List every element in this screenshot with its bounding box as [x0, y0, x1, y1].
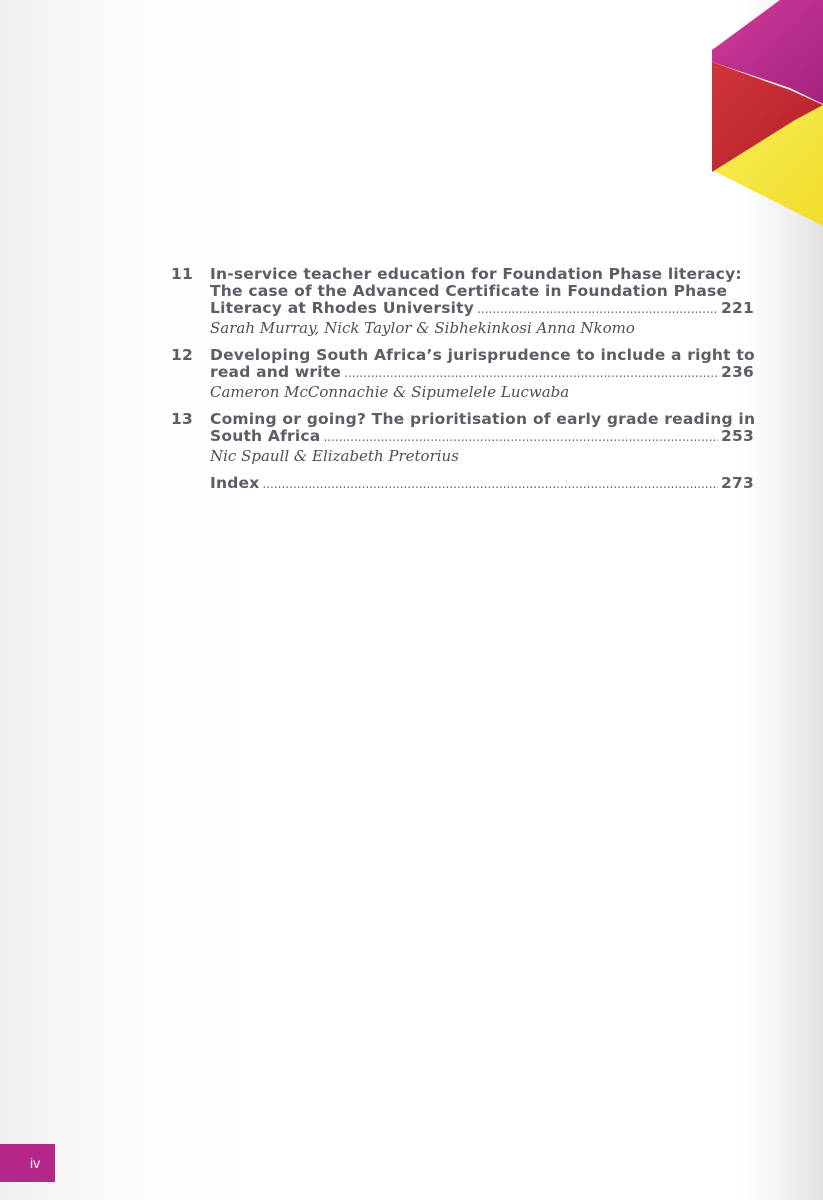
- folio-page-tab: [0, 1144, 55, 1182]
- toc-entry-index[interactable]: [171, 475, 754, 493]
- chapter-title-line: Developing South Africa’s jurisprudence to include a right to: [210, 346, 755, 364]
- entry-body: [210, 411, 754, 467]
- chapter-number: 12: [171, 346, 193, 364]
- chapter-number: 11: [171, 265, 193, 283]
- leader-dots: [344, 365, 718, 382]
- chapter-title-last-line: read and write: [210, 363, 342, 381]
- entry-body: [210, 347, 754, 403]
- chapter-title-line: In-service teacher education for Foundation Phase literacy:: [210, 265, 742, 283]
- index-label: Index: [210, 474, 260, 492]
- leader-dots: [323, 429, 718, 446]
- page-number[interactable]: 253: [721, 427, 754, 445]
- toc-entry-12[interactable]: [171, 347, 754, 403]
- index-page-number[interactable]: 273: [721, 474, 754, 492]
- page-number[interactable]: 221: [721, 299, 754, 317]
- chapter-title-leader-line: [210, 300, 754, 318]
- chapter-number: 13: [171, 410, 193, 428]
- entry-body: [210, 475, 754, 493]
- leader-dots: [262, 476, 718, 493]
- chapter-title-leader-line: [210, 364, 754, 382]
- folio-page-number: iv: [30, 1155, 41, 1171]
- entry-body: [210, 266, 754, 339]
- chapter-title-leader-line: [210, 428, 754, 446]
- chapter-number-empty: [171, 475, 210, 493]
- page-number[interactable]: 236: [721, 363, 754, 381]
- chapter-title-line: Coming or going? The prioritisation of early grade reading in: [210, 410, 756, 428]
- index-leader-line: [210, 475, 754, 493]
- corner-ribbon-decoration: [0, 0, 823, 240]
- table-of-contents: [171, 266, 754, 501]
- toc-entry-11[interactable]: [171, 266, 754, 339]
- chapter-authors: Nic Spaull & Elizabeth Pretorius: [210, 447, 459, 465]
- chapter-title-line: The case of the Advanced Certificate in Foundation Phase: [210, 282, 728, 300]
- leader-dots: [477, 301, 718, 318]
- chapter-authors: Sarah Murray, Nick Taylor & Sibhekinkosi Anna Nkomo: [210, 319, 635, 337]
- chapter-authors: Cameron McConnachie & Sipumelele Lucwaba: [210, 383, 570, 401]
- toc-entry-13[interactable]: [171, 411, 754, 467]
- chapter-title-last-line: Literacy at Rhodes University: [210, 299, 475, 317]
- chapter-title-last-line: South Africa: [210, 427, 321, 445]
